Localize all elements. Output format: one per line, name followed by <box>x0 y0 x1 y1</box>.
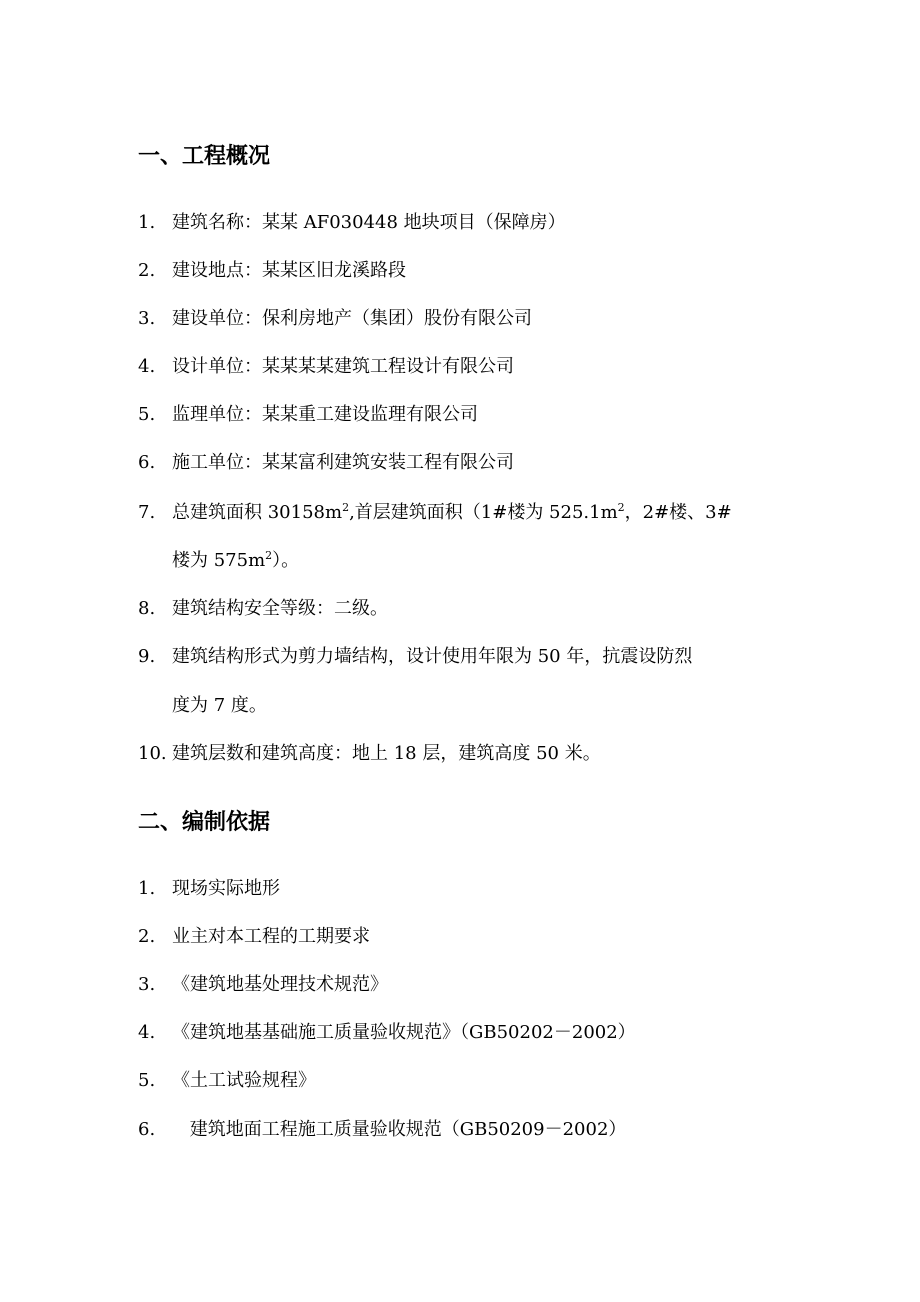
list-item <box>138 1020 636 1046</box>
item-text: 建筑地面工程施工质量验收规范（GB50209－2002） <box>184 1119 627 1140</box>
item-number: 6. <box>138 452 156 473</box>
item-text: 设计单位：某某某某建筑工程设计有限公司 <box>172 356 514 377</box>
item-text: 业主对本工程的工期要求 <box>172 926 370 947</box>
item-text: ）。 <box>272 550 300 571</box>
list-item <box>138 450 514 476</box>
item-number: 9. <box>138 646 156 667</box>
item-text: 施工单位：某某富利建筑安装工程有限公司 <box>172 452 514 473</box>
item-number: 7. <box>138 502 156 523</box>
superscript: 2 <box>342 501 350 514</box>
list-item <box>138 354 514 380</box>
item-text: ,首层建筑面积（1#楼为 525.1m <box>349 502 618 523</box>
item-text: 建设单位：保利房地产（集团）股份有限公司 <box>172 308 532 329</box>
list-item <box>138 644 692 670</box>
section-1-heading: 一、工程概况 <box>138 144 271 169</box>
item-number: 4. <box>138 356 156 377</box>
list-item-continuation: 度为 7 度。 <box>172 695 267 716</box>
item-number: 10. <box>138 743 167 764</box>
item-text: 建筑结构安全等级：二级。 <box>172 598 388 619</box>
item-text: 建筑层数和建筑高度：地上 18 层，建筑高度 50 米。 <box>172 743 601 764</box>
item-text: 监理单位：某某重工建设监理有限公司 <box>172 404 478 425</box>
item-number: 8. <box>138 598 156 619</box>
item-number: 4. <box>138 1022 156 1043</box>
item-number: 3. <box>138 974 156 995</box>
item-text: 建筑名称：某某 AF030448 地块项目（保障房） <box>172 212 566 233</box>
superscript: 2 <box>617 501 625 514</box>
item-number: 2. <box>138 260 156 281</box>
item-text: 现场实际地形 <box>172 878 280 899</box>
list-item <box>138 258 406 284</box>
item-text: 建筑结构形式为剪力墙结构，设计使用年限为 50 年，抗震设防烈 <box>172 646 693 667</box>
list-item <box>138 1117 626 1143</box>
list-item <box>138 741 601 767</box>
list-item <box>138 972 388 998</box>
item-text: 《建筑地基处理技术规范》 <box>172 974 388 995</box>
item-number: 3. <box>138 308 156 329</box>
list-item <box>138 876 280 902</box>
item-number: 1. <box>138 212 156 233</box>
item-number: 5. <box>138 1070 156 1091</box>
list-item <box>138 924 370 950</box>
list-item <box>138 402 478 428</box>
list-item <box>138 500 732 526</box>
superscript: 2 <box>265 549 273 562</box>
item-text: 建设地点：某某区旧龙溪路段 <box>172 260 406 281</box>
list-item-continuation <box>172 548 299 574</box>
item-number: 2. <box>138 926 156 947</box>
list-item <box>138 1068 316 1094</box>
item-number: 5. <box>138 404 156 425</box>
item-number: 1. <box>138 878 156 899</box>
item-text: 《建筑地基基础施工质量验收规范》（GB50202－2002） <box>172 1022 636 1043</box>
list-item <box>138 210 566 236</box>
list-item <box>138 306 532 332</box>
item-text: 总建筑面积 30158m <box>172 502 343 523</box>
item-text: 楼为 575m <box>172 550 266 571</box>
list-item <box>138 596 388 622</box>
item-text: ，2#楼、3# <box>624 502 732 523</box>
section-2-heading: 二、编制依据 <box>138 810 271 835</box>
item-text: 《土工试验规程》 <box>172 1070 316 1091</box>
item-number: 6. <box>138 1119 156 1140</box>
